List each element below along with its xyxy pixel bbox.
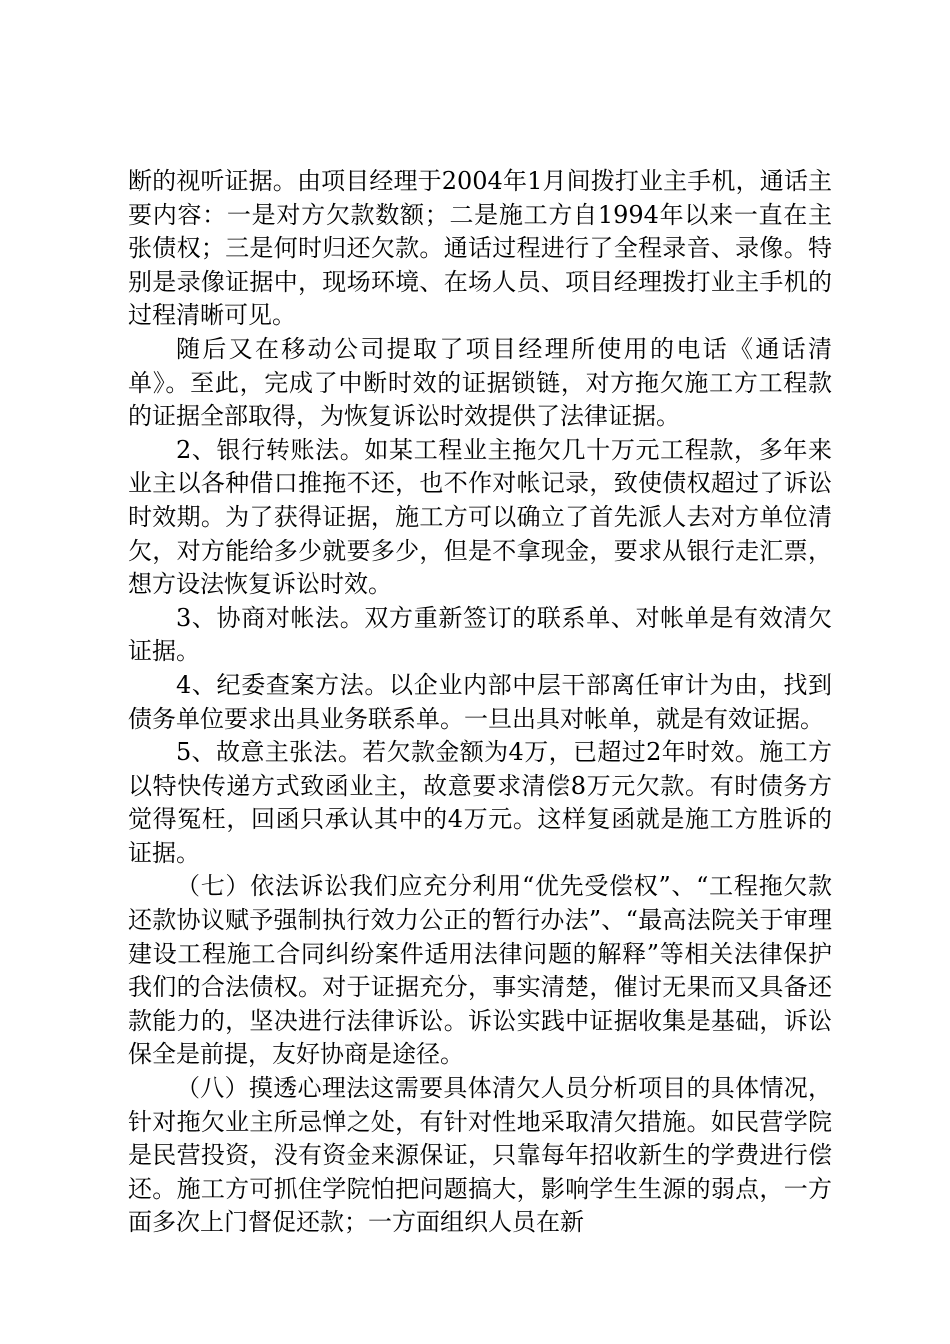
paragraph-3: 2、银行转账法。如某工程业主拖欠几十万元工程款，多年来业主以各种借口推拖不还，也不作对帐记录，致使债权超过了诉讼时效期。为了获得证据，施工方可以确立了首先派人去对方单位清欠，对方能给多少就要多少，但是不拿现金，要求从银行走汇票，想方设法恢复诉讼时效。: [128, 435, 832, 599]
document-page: [128, 165, 832, 1240]
paragraph-8: （八）摸透心理法这需要具体清欠人员分析项目的具体情况，针对拖欠业主所忌惮之处，有针对性地采取清欠措施。如民营学院是民营投资，没有资金来源保证，只靠每年招收新生的学费进行偿还。施工方可抓住学院怕把问题搞大，影响学生生源的弱点，一方面多次上门督促还款；一方面组织人员在新: [128, 1074, 832, 1237]
paragraph-2: 随后又在移动公司提取了项目经理所使用的电话《通话清单》。至此，完成了中断时效的证据锁链，对方拖欠施工方工程款的证据全部取得，为恢复诉讼时效提供了法律证据。: [128, 334, 832, 431]
paragraph-6: 5、故意主张法。若欠款金额为4万，已超过2年时效。施工方以特快传递方式致函业主，故意要求清偿8万元欠款。有时债务方觉得冤枉，回函只承认其中的4万元。这样复函就是施工方胜诉的证据。: [128, 738, 832, 867]
paragraph-4: 3、协商对帐法。双方重新签订的联系单、对帐单是有效清欠证据。: [128, 603, 832, 666]
paragraph-5: 4、纪委查案方法。以企业内部中层干部离任审计为由，找到债务单位要求出具业务联系单。一旦出具对帐单，就是有效证据。: [128, 670, 832, 733]
paragraph-1: 断的视听证据。由项目经理于2004年1月间拨打业主手机，通话主要内容：一是对方欠款数额；二是施工方自1994年以来一直在主张债权；三是何时归还欠款。通话过程进行了全程录音、录像。特别是录像证据中，现场环境、在场人员、项目经理拨打业主手机的过程清晰可见。: [128, 167, 832, 330]
paragraph-7: （七）依法诉讼我们应充分利用“优先受偿权”、“工程拖欠款还款协议赋予强制执行效力公正的暂行办法”、“最高法院关于审理建设工程施工合同纠纷案件适用法律问题的解释”等相关法律保护我们的合法债权。对于证据充分，事实清楚，催讨无果而又具备还款能力的，坚决进行法律诉讼。诉讼实践中证据收集是基础，诉讼保全是前提，友好协商是途径。: [128, 872, 832, 1069]
